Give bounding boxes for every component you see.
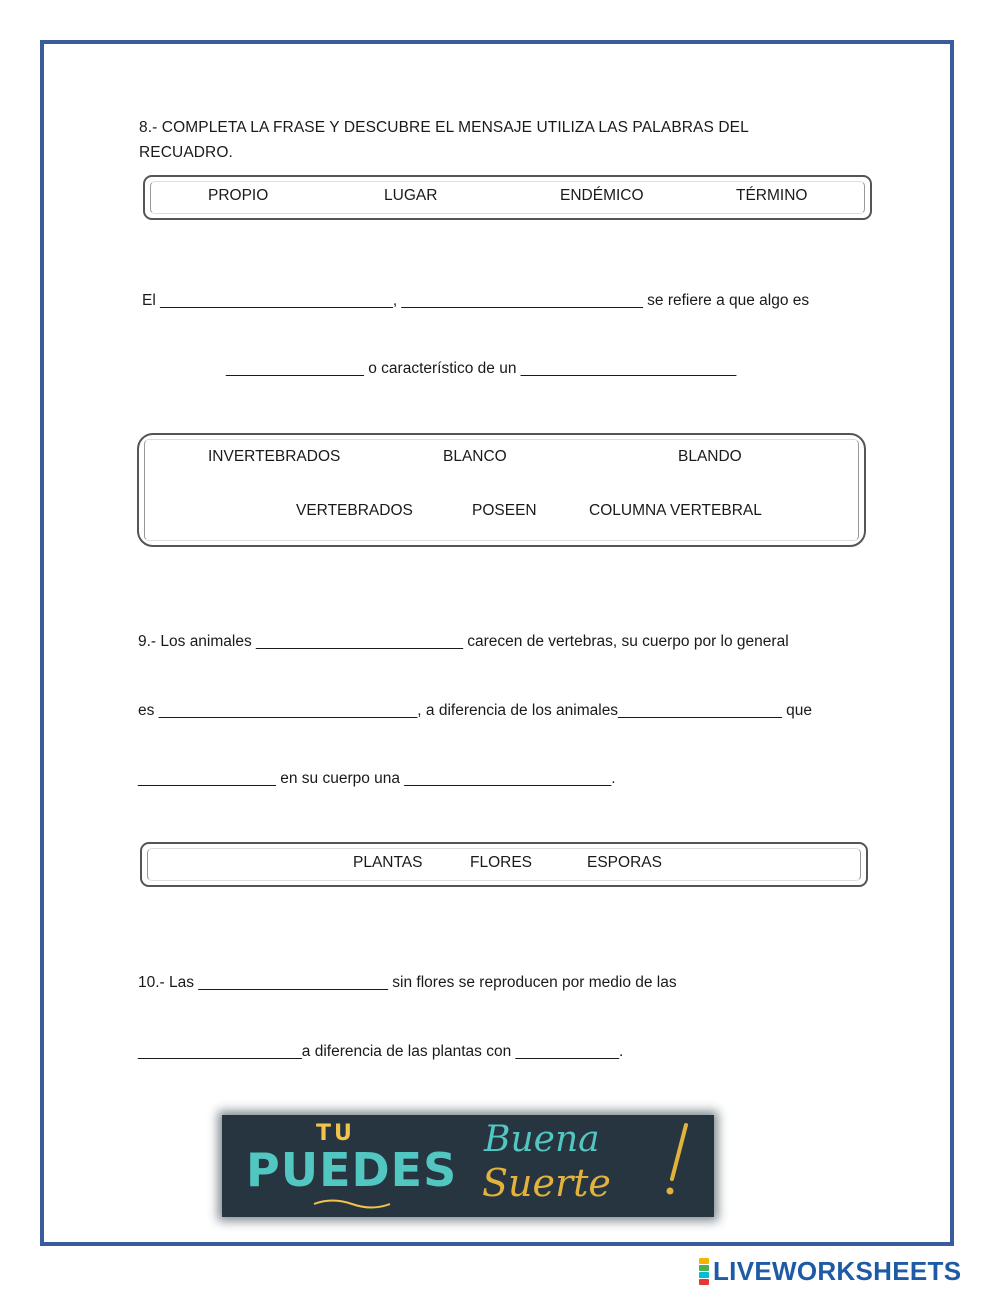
q8-s1-end: se refiere a que algo es [647,292,810,309]
q8-word-2: LUGAR [384,187,438,204]
q10-l2-blank1[interactable]: ___________________ [138,1043,302,1060]
q8-sentence-line2 [226,360,736,378]
q8-s1-blank1[interactable]: ___________________________, [160,292,398,309]
liveworksheets-logo [699,1256,961,1286]
liveworksheets-blocks-icon [699,1258,709,1285]
q10-l1-blank[interactable]: ______________________ [198,974,388,991]
q10-line2 [138,1043,623,1061]
q9-word-2: BLANCO [443,448,507,465]
q9-l2-blank2[interactable]: ___________________ [618,702,782,719]
q10-word-2: FLORES [470,854,533,871]
banner-puedes: PUEDES [246,1143,458,1197]
q9-l3-blank2[interactable]: ________________________. [404,770,616,787]
q8-word-1: PROPIO [208,187,269,204]
q9-word-3: BLANDO [678,448,742,465]
q10-line1 [138,974,677,992]
q10-l2-middle: a diferencia de las plantas con [301,1043,512,1060]
banner-exclamation-icon [662,1121,692,1201]
q8-word-4: TÉRMINO [736,187,808,204]
q10-l1-start: 10.- Las [138,974,195,991]
q9-l2-middle: a diferencia de los animales [425,702,619,719]
q8-instruction-line1: 8.- COMPLETA LA FRASE Y DESCUBRE EL MENSAJE UTILIZA LAS PALABRAS DEL [139,119,749,136]
q9-l1-blank[interactable]: ________________________ [256,633,463,650]
q9-l3-blank1[interactable]: ________________ [138,770,276,787]
q9-l1-end: carecen de vertebras, su cuerpo por lo general [467,633,789,650]
q9-l2-start: es [138,702,155,719]
q10-l2-blank2[interactable]: ____________. [515,1043,624,1060]
q10-l1-end: sin flores se reproducen por medio de las [392,974,677,991]
liveworksheets-brand: LIVEWORKSHEETS [713,1255,962,1286]
q9-line2 [138,702,812,720]
block-3 [699,1272,709,1278]
q8-instruction-line2: RECUADRO. [139,144,233,161]
banner-tu: TU [316,1121,355,1146]
q8-s1-start: El [142,292,156,309]
q10-word-3: ESPORAS [587,854,662,871]
encouragement-banner [222,1115,714,1217]
q9-line3 [138,770,616,788]
block-4 [699,1279,709,1285]
q10-word-bank [140,842,868,887]
q9-l2-end: que [786,702,813,719]
q8-sentence-line1 [142,292,809,310]
q8-instruction [139,115,749,165]
banner-buena: Buena [484,1119,600,1160]
q8-s2-blank1[interactable]: ________________ [226,360,364,377]
banner-swirl-icon [312,1197,392,1211]
q10-word-1: PLANTAS [353,854,423,871]
q8-s2-middle: o característico de un [368,360,517,377]
q9-line1 [138,633,789,651]
q8-s2-blank2[interactable]: _________________________ [520,360,737,377]
q9-word-6: COLUMNA VERTEBRAL [589,502,762,519]
banner-suerte: Suerte [482,1161,611,1205]
block-1 [699,1258,709,1264]
q9-word-4: VERTEBRADOS [296,502,413,519]
q9-l1-start: 9.- Los animales [138,633,252,650]
q9-word-5: POSEEN [472,502,537,519]
q8-word-3: ENDÉMICO [560,187,644,204]
q8-word-bank [143,175,872,220]
q9-word-bank [137,433,866,547]
q9-l3-middle: en su cuerpo una [280,770,401,787]
q9-l2-blank1[interactable]: ______________________________, [158,702,422,719]
block-2 [699,1265,709,1271]
q8-s1-blank2[interactable]: ____________________________ [401,292,643,309]
q9-word-1: INVERTEBRADOS [208,448,341,465]
